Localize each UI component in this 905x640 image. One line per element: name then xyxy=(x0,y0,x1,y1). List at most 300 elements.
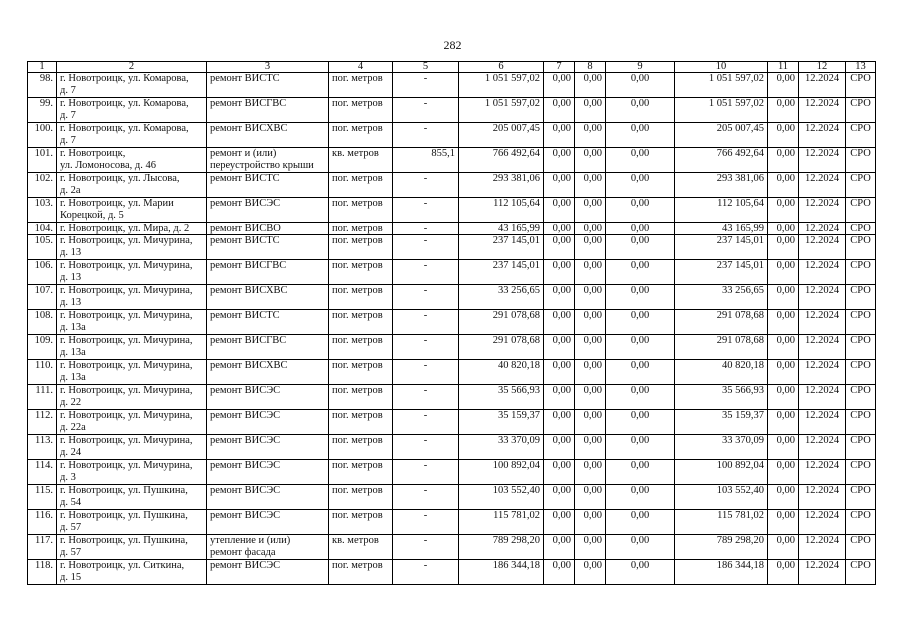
address-cell-line: д. 24 xyxy=(60,447,82,458)
quantity-cell: 855,1 xyxy=(393,148,459,173)
address-cell-line: г. Новотроицк, ул. Марии xyxy=(60,198,174,209)
table-row xyxy=(28,310,876,335)
deadline-cell: 12.2024 xyxy=(799,235,846,260)
total-cost-cell: 291 078,68 xyxy=(459,335,544,360)
fund-cell: 0,00 xyxy=(544,98,575,123)
column-number-header: 2 xyxy=(57,62,207,73)
quantity-cell: - xyxy=(393,285,459,310)
column-number-header: 11 xyxy=(768,62,799,73)
total-cost-cell: 115 781,02 xyxy=(459,510,544,535)
quantity-cell: - xyxy=(393,98,459,123)
fund-cell: 0,00 xyxy=(768,198,799,223)
fund-cell: 0,00 xyxy=(575,435,606,460)
address-cell xyxy=(57,98,207,123)
unit-cell: пог. метров xyxy=(329,123,393,148)
method-cell: СРО xyxy=(846,173,876,198)
work-type-cell xyxy=(207,510,329,535)
deadline-cell: 12.2024 xyxy=(799,123,846,148)
fund-cell: 0,00 xyxy=(768,535,799,560)
deadline-cell: 12.2024 xyxy=(799,335,846,360)
fund-cell: 0,00 xyxy=(768,285,799,310)
fund-cell: 0,00 xyxy=(606,235,675,260)
method-cell: СРО xyxy=(846,335,876,360)
fund-cell: 0,00 xyxy=(606,335,675,360)
unit-cell: пог. метров xyxy=(329,385,393,410)
address-cell-line: г. Новотроицк, ул. Комарова, xyxy=(60,123,189,134)
fund-cell: 0,00 xyxy=(606,485,675,510)
quantity-cell: - xyxy=(393,235,459,260)
page-number: 282 xyxy=(443,38,462,52)
unit-cell: пог. метров xyxy=(329,173,393,198)
work-type-cell-line: ремонт и (или) xyxy=(210,148,277,159)
fund-cell: 0,00 xyxy=(606,98,675,123)
work-type-cell-line: ремонт ВИСХВС xyxy=(210,360,288,371)
address-cell-line: д. 7 xyxy=(60,135,76,146)
deadline-cell: 12.2024 xyxy=(799,73,846,98)
fund-cell: 0,00 xyxy=(768,335,799,360)
address-cell xyxy=(57,535,207,560)
row-number-cell: 116. xyxy=(28,510,57,535)
column-number-header: 13 xyxy=(846,62,876,73)
owner-funds-cell: 40 820,18 xyxy=(675,360,768,385)
total-cost-cell: 205 007,45 xyxy=(459,123,544,148)
fund-cell: 0,00 xyxy=(606,460,675,485)
address-cell xyxy=(57,335,207,360)
method-cell: СРО xyxy=(846,460,876,485)
method-cell: СРО xyxy=(846,148,876,173)
method-cell: СРО xyxy=(846,435,876,460)
column-number-header: 7 xyxy=(544,62,575,73)
total-cost-cell: 100 892,04 xyxy=(459,460,544,485)
fund-cell: 0,00 xyxy=(544,485,575,510)
work-type-cell xyxy=(207,98,329,123)
owner-funds-cell: 33 256,65 xyxy=(675,285,768,310)
deadline-cell: 12.2024 xyxy=(799,173,846,198)
row-number-cell: 105. xyxy=(28,235,57,260)
quantity-cell: - xyxy=(393,173,459,198)
method-cell: СРО xyxy=(846,98,876,123)
total-cost-cell: 186 344,18 xyxy=(459,560,544,585)
owner-funds-cell: 186 344,18 xyxy=(675,560,768,585)
unit-cell: пог. метров xyxy=(329,510,393,535)
work-type-cell xyxy=(207,435,329,460)
fund-cell: 0,00 xyxy=(606,535,675,560)
table-row xyxy=(28,460,876,485)
owner-funds-cell: 112 105,64 xyxy=(675,198,768,223)
fund-cell: 0,00 xyxy=(768,310,799,335)
address-cell-line: г. Новотроицк, ул. Мичурина, xyxy=(60,260,193,271)
table-row xyxy=(28,123,876,148)
work-type-cell-line: утепление и (или) xyxy=(210,535,291,546)
row-number-cell: 104. xyxy=(28,223,57,235)
fund-cell: 0,00 xyxy=(575,285,606,310)
address-cell xyxy=(57,285,207,310)
total-cost-cell: 1 051 597,02 xyxy=(459,73,544,98)
address-cell-line: г. Новотроицк, ул. Мичурина, xyxy=(60,360,193,371)
fund-cell: 0,00 xyxy=(606,435,675,460)
fund-cell: 0,00 xyxy=(575,73,606,98)
column-number-header: 5 xyxy=(393,62,459,73)
work-type-cell-line: ремонт ВИСГВС xyxy=(210,260,287,271)
address-cell xyxy=(57,435,207,460)
table-row xyxy=(28,235,876,260)
fund-cell: 0,00 xyxy=(544,310,575,335)
address-cell-line: д. 2а xyxy=(60,185,81,196)
quantity-cell: - xyxy=(393,435,459,460)
fund-cell: 0,00 xyxy=(575,535,606,560)
unit-cell: пог. метров xyxy=(329,485,393,510)
address-cell-line: г. Новотроицк, ул. Пушкина, xyxy=(60,485,188,496)
fund-cell: 0,00 xyxy=(768,148,799,173)
method-cell: СРО xyxy=(846,385,876,410)
row-number-cell: 100. xyxy=(28,123,57,148)
quantity-cell: - xyxy=(393,360,459,385)
column-number-header: 1 xyxy=(28,62,57,73)
address-cell-line: г. Новотроицк, ул. Комарова, xyxy=(60,73,189,84)
unit-cell: пог. метров xyxy=(329,410,393,435)
owner-funds-cell: 103 552,40 xyxy=(675,485,768,510)
unit-cell: пог. метров xyxy=(329,260,393,285)
work-type-cell-line: ремонт ВИСЭС xyxy=(210,435,281,446)
table-row xyxy=(28,335,876,360)
fund-cell: 0,00 xyxy=(606,285,675,310)
table-row xyxy=(28,173,876,198)
fund-cell: 0,00 xyxy=(606,223,675,235)
quantity-cell: - xyxy=(393,535,459,560)
address-cell xyxy=(57,510,207,535)
fund-cell: 0,00 xyxy=(606,73,675,98)
address-cell-line: г. Новотроицк, ул. Мичурина, xyxy=(60,410,193,421)
table-row xyxy=(28,260,876,285)
address-cell-line: ул. Ломоносова, д. 46 xyxy=(60,160,156,171)
owner-funds-cell: 33 370,09 xyxy=(675,435,768,460)
fund-cell: 0,00 xyxy=(544,535,575,560)
method-cell: СРО xyxy=(846,485,876,510)
address-cell-line: д. 57 xyxy=(60,547,82,558)
fund-cell: 0,00 xyxy=(606,360,675,385)
address-cell xyxy=(57,360,207,385)
deadline-cell: 12.2024 xyxy=(799,285,846,310)
address-cell-line: г. Новотроицк, ул. Мичурина, xyxy=(60,435,193,446)
address-cell-line: д. 3 xyxy=(60,472,76,483)
table-row xyxy=(28,148,876,173)
deadline-cell: 12.2024 xyxy=(799,535,846,560)
table-row xyxy=(28,223,876,235)
work-type-cell xyxy=(207,235,329,260)
deadline-cell: 12.2024 xyxy=(799,485,846,510)
address-cell xyxy=(57,485,207,510)
owner-funds-cell: 100 892,04 xyxy=(675,460,768,485)
table-row xyxy=(28,73,876,98)
work-type-cell-line: ремонт ВИСЭС xyxy=(210,410,281,421)
owner-funds-cell: 789 298,20 xyxy=(675,535,768,560)
address-cell-line: Корецкой, д. 5 xyxy=(60,210,124,221)
work-type-cell-line: ремонт ВИСЭС xyxy=(210,460,281,471)
work-type-cell-line: ремонт ВИСЭС xyxy=(210,510,281,521)
fund-cell: 0,00 xyxy=(575,198,606,223)
fund-cell: 0,00 xyxy=(575,460,606,485)
address-cell-line: д. 7 xyxy=(60,110,76,121)
work-type-cell-line: ремонт ВИСГВС xyxy=(210,335,287,346)
fund-cell: 0,00 xyxy=(575,335,606,360)
table-row xyxy=(28,98,876,123)
total-cost-cell: 112 105,64 xyxy=(459,198,544,223)
address-cell-line: г. Новотроицк, ул. Комарова, xyxy=(60,98,189,109)
fund-cell: 0,00 xyxy=(768,260,799,285)
column-number-header: 3 xyxy=(207,62,329,73)
work-type-cell-line: ремонт фасада xyxy=(210,547,276,558)
row-number-cell: 106. xyxy=(28,260,57,285)
address-cell xyxy=(57,123,207,148)
method-cell: СРО xyxy=(846,560,876,585)
owner-funds-cell: 115 781,02 xyxy=(675,510,768,535)
deadline-cell: 12.2024 xyxy=(799,310,846,335)
quantity-cell: - xyxy=(393,223,459,235)
address-cell-line: г. Новотроицк, ул. Мичурина, xyxy=(60,285,193,296)
row-number-cell: 102. xyxy=(28,173,57,198)
row-number-cell: 111. xyxy=(28,385,57,410)
address-cell xyxy=(57,410,207,435)
work-type-cell xyxy=(207,310,329,335)
deadline-cell: 12.2024 xyxy=(799,360,846,385)
quantity-cell: - xyxy=(393,260,459,285)
fund-cell: 0,00 xyxy=(575,123,606,148)
unit-cell: пог. метров xyxy=(329,285,393,310)
total-cost-cell: 33 256,65 xyxy=(459,285,544,310)
work-type-cell xyxy=(207,73,329,98)
method-cell: СРО xyxy=(846,310,876,335)
row-number-cell: 98. xyxy=(28,73,57,98)
table-row xyxy=(28,198,876,223)
work-type-cell xyxy=(207,535,329,560)
fund-cell: 0,00 xyxy=(768,73,799,98)
quantity-cell: - xyxy=(393,73,459,98)
owner-funds-cell: 35 159,37 xyxy=(675,410,768,435)
fund-cell: 0,00 xyxy=(544,123,575,148)
method-cell: СРО xyxy=(846,123,876,148)
deadline-cell: 12.2024 xyxy=(799,148,846,173)
total-cost-cell: 40 820,18 xyxy=(459,360,544,385)
fund-cell: 0,00 xyxy=(606,260,675,285)
unit-cell: пог. метров xyxy=(329,98,393,123)
owner-funds-cell: 291 078,68 xyxy=(675,335,768,360)
row-number-cell: 99. xyxy=(28,98,57,123)
work-type-cell-line: ремонт ВИСЭС xyxy=(210,485,281,496)
fund-cell: 0,00 xyxy=(575,235,606,260)
address-cell-line: д. 22а xyxy=(60,422,86,433)
fund-cell: 0,00 xyxy=(768,410,799,435)
address-cell xyxy=(57,198,207,223)
fund-cell: 0,00 xyxy=(544,260,575,285)
address-cell-line: г. Новотроицк, ул. Пушкина, xyxy=(60,510,188,521)
quantity-cell: - xyxy=(393,335,459,360)
deadline-cell: 12.2024 xyxy=(799,260,846,285)
address-cell xyxy=(57,460,207,485)
owner-funds-cell: 1 051 597,02 xyxy=(675,73,768,98)
unit-cell: пог. метров xyxy=(329,335,393,360)
repair-register-table xyxy=(27,61,876,585)
owner-funds-cell: 43 165,99 xyxy=(675,223,768,235)
column-number-header: 9 xyxy=(606,62,675,73)
row-number-cell: 112. xyxy=(28,410,57,435)
fund-cell: 0,00 xyxy=(575,360,606,385)
unit-cell: пог. метров xyxy=(329,223,393,235)
address-cell-line: д. 22 xyxy=(60,397,82,408)
fund-cell: 0,00 xyxy=(606,173,675,198)
fund-cell: 0,00 xyxy=(575,410,606,435)
table-row xyxy=(28,360,876,385)
unit-cell: пог. метров xyxy=(329,560,393,585)
row-number-cell: 118. xyxy=(28,560,57,585)
total-cost-cell: 35 159,37 xyxy=(459,410,544,435)
fund-cell: 0,00 xyxy=(544,73,575,98)
address-cell xyxy=(57,260,207,285)
unit-cell: пог. метров xyxy=(329,198,393,223)
fund-cell: 0,00 xyxy=(575,223,606,235)
total-cost-cell: 766 492,64 xyxy=(459,148,544,173)
work-type-cell-line: ремонт ВИСХВС xyxy=(210,123,288,134)
owner-funds-cell: 205 007,45 xyxy=(675,123,768,148)
unit-cell: кв. метров xyxy=(329,535,393,560)
fund-cell: 0,00 xyxy=(606,560,675,585)
column-number-header: 10 xyxy=(675,62,768,73)
fund-cell: 0,00 xyxy=(768,235,799,260)
work-type-cell-line: ремонт ВИСВО xyxy=(210,223,281,234)
address-cell-line: д. 13а xyxy=(60,372,86,383)
total-cost-cell: 103 552,40 xyxy=(459,485,544,510)
quantity-cell: - xyxy=(393,485,459,510)
work-type-cell xyxy=(207,460,329,485)
quantity-cell: - xyxy=(393,123,459,148)
method-cell: СРО xyxy=(846,235,876,260)
address-cell-line: д. 13 xyxy=(60,297,82,308)
work-type-cell xyxy=(207,410,329,435)
work-type-cell-line: ремонт ВИСГВС xyxy=(210,98,287,109)
fund-cell: 0,00 xyxy=(575,148,606,173)
work-type-cell-line: ремонт ВИСЭС xyxy=(210,560,281,571)
work-type-cell-line: ремонт ВИСТС xyxy=(210,173,280,184)
work-type-cell xyxy=(207,123,329,148)
row-number-cell: 103. xyxy=(28,198,57,223)
total-cost-cell: 789 298,20 xyxy=(459,535,544,560)
quantity-cell: - xyxy=(393,385,459,410)
deadline-cell: 12.2024 xyxy=(799,198,846,223)
deadline-cell: 12.2024 xyxy=(799,435,846,460)
table-row xyxy=(28,385,876,410)
method-cell: СРО xyxy=(846,223,876,235)
address-cell xyxy=(57,385,207,410)
owner-funds-cell: 291 078,68 xyxy=(675,310,768,335)
fund-cell: 0,00 xyxy=(768,98,799,123)
fund-cell: 0,00 xyxy=(768,435,799,460)
address-cell xyxy=(57,560,207,585)
quantity-cell: - xyxy=(393,310,459,335)
method-cell: СРО xyxy=(846,535,876,560)
fund-cell: 0,00 xyxy=(575,510,606,535)
fund-cell: 0,00 xyxy=(544,235,575,260)
deadline-cell: 12.2024 xyxy=(799,98,846,123)
owner-funds-cell: 237 145,01 xyxy=(675,235,768,260)
row-number-cell: 114. xyxy=(28,460,57,485)
owner-funds-cell: 293 381,06 xyxy=(675,173,768,198)
fund-cell: 0,00 xyxy=(768,385,799,410)
work-type-cell-line: ремонт ВИСТС xyxy=(210,235,280,246)
fund-cell: 0,00 xyxy=(768,485,799,510)
fund-cell: 0,00 xyxy=(575,98,606,123)
row-number-cell: 101. xyxy=(28,148,57,173)
fund-cell: 0,00 xyxy=(768,123,799,148)
fund-cell: 0,00 xyxy=(606,198,675,223)
address-cell-line: д. 13а xyxy=(60,322,86,333)
row-number-cell: 115. xyxy=(28,485,57,510)
owner-funds-cell: 1 051 597,02 xyxy=(675,98,768,123)
table-row xyxy=(28,510,876,535)
total-cost-cell: 237 145,01 xyxy=(459,260,544,285)
unit-cell: пог. метров xyxy=(329,360,393,385)
fund-cell: 0,00 xyxy=(575,310,606,335)
work-type-cell xyxy=(207,385,329,410)
column-number-header: 4 xyxy=(329,62,393,73)
total-cost-cell: 43 165,99 xyxy=(459,223,544,235)
unit-cell: пог. метров xyxy=(329,73,393,98)
quantity-cell: - xyxy=(393,410,459,435)
fund-cell: 0,00 xyxy=(544,285,575,310)
address-cell-line: д. 15 xyxy=(60,572,82,583)
total-cost-cell: 35 566,93 xyxy=(459,385,544,410)
table-row xyxy=(28,410,876,435)
fund-cell: 0,00 xyxy=(768,223,799,235)
fund-cell: 0,00 xyxy=(575,173,606,198)
fund-cell: 0,00 xyxy=(544,223,575,235)
column-number-header: 12 xyxy=(799,62,846,73)
work-type-cell-line: ремонт ВИСХВС xyxy=(210,285,288,296)
fund-cell: 0,00 xyxy=(768,460,799,485)
work-type-cell xyxy=(207,485,329,510)
unit-cell: кв. метров xyxy=(329,148,393,173)
method-cell: СРО xyxy=(846,285,876,310)
address-cell-line: д. 13 xyxy=(60,247,82,258)
work-type-cell xyxy=(207,260,329,285)
fund-cell: 0,00 xyxy=(575,260,606,285)
address-cell-line: г. Новотроицк, ул. Мичурина, xyxy=(60,385,193,396)
fund-cell: 0,00 xyxy=(544,148,575,173)
fund-cell: 0,00 xyxy=(606,510,675,535)
fund-cell: 0,00 xyxy=(544,385,575,410)
fund-cell: 0,00 xyxy=(606,410,675,435)
quantity-cell: - xyxy=(393,198,459,223)
fund-cell: 0,00 xyxy=(606,385,675,410)
work-type-cell-line: ремонт ВИСЭС xyxy=(210,385,281,396)
address-cell-line: д. 57 xyxy=(60,522,82,533)
work-type-cell-line: переустройство крыши xyxy=(210,160,314,171)
fund-cell: 0,00 xyxy=(544,360,575,385)
work-type-cell-line: ремонт ВИСЭС xyxy=(210,198,281,209)
row-number-cell: 110. xyxy=(28,360,57,385)
deadline-cell: 12.2024 xyxy=(799,223,846,235)
total-cost-cell: 1 051 597,02 xyxy=(459,98,544,123)
quantity-cell: - xyxy=(393,460,459,485)
address-cell xyxy=(57,173,207,198)
fund-cell: 0,00 xyxy=(768,173,799,198)
deadline-cell: 12.2024 xyxy=(799,560,846,585)
address-cell-line: д. 7 xyxy=(60,85,76,96)
row-number-cell: 108. xyxy=(28,310,57,335)
unit-cell: пог. метров xyxy=(329,235,393,260)
row-number-cell: 113. xyxy=(28,435,57,460)
address-cell-line: г. Новотроицк, xyxy=(60,148,126,159)
row-number-cell: 117. xyxy=(28,535,57,560)
address-cell-line: д. 13а xyxy=(60,347,86,358)
